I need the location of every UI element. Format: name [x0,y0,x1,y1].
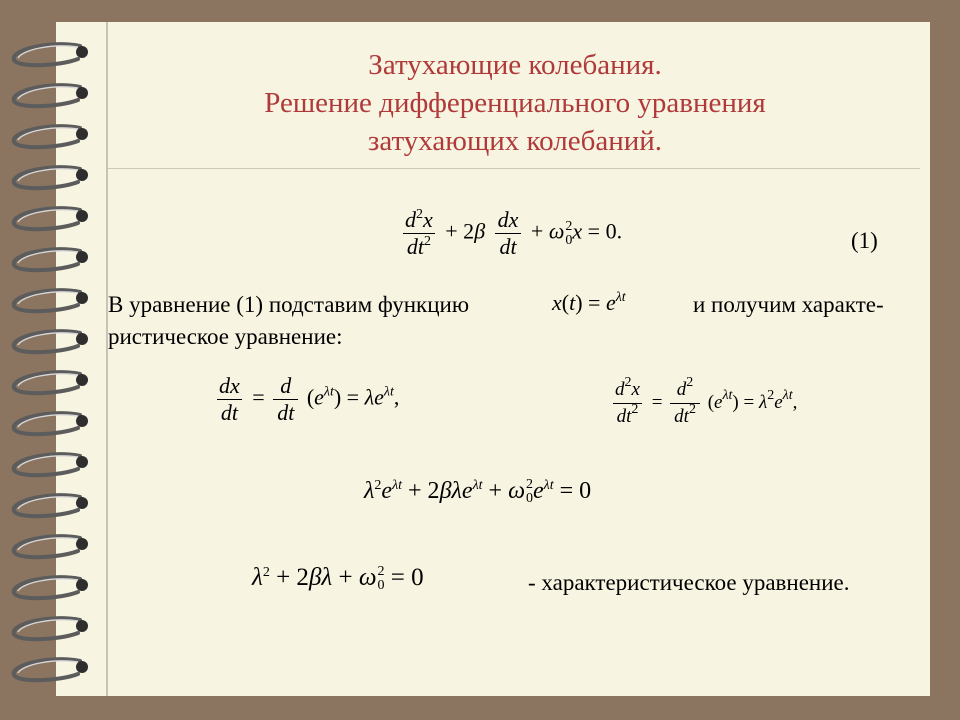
binding-hole [76,46,88,58]
characteristic-equation-caption: - характеристическое уравнение. [528,570,850,595]
title-divider [108,168,920,169]
binding-hole [76,538,88,550]
binding-hole [76,661,88,673]
binding-hole [76,251,88,263]
title-line-2: Решение дифференциального уравнения [264,87,766,119]
substitution-text-line2: ристическое уравнение: [108,324,343,349]
substitution-text-prefix: В уравнение (1) подставим функцию [108,292,470,317]
equation-1: $\frac{d^2x}{dt^2}$ + 2β $\frac{dx}{dt}$ + ω 2 0 x = 0. [398,208,622,259]
binding-hole [76,128,88,140]
binding-hole [76,456,88,468]
binding-hole [76,210,88,222]
characteristic-equation: $\lambda^2 + 2\beta\lambda + \omega$ 2 0 = 0 [252,564,424,594]
binding-hole [76,292,88,304]
binding-hole [76,497,88,509]
binding-hole [76,415,88,427]
substituted-equation: $\lambda^2e^{\lambda t} + 2\beta\lambda e^{\lambda t} + \omega$ 2 0 $e^{\lambda t} = 0$ [364,477,592,507]
title-line-1: Затухающие колебания. [368,49,662,81]
binding-hole [76,333,88,345]
binding-hole [76,579,88,591]
first-derivative-equation: $\frac{dx}{dt}$ = $\frac{d}{dt}$ $(e^{\lambda t}) = \lambda e^{\lambda t}$, [212,374,399,425]
equation-1-number: (1) [851,228,878,253]
binding-hole [76,87,88,99]
second-derivative-equation: $\frac{d^2x}{dt^2}$ = $\frac{d^2}{dt^2}$ $(e^{\lambda t}) = \lambda^2e^{\lambda t}$, [608,378,797,429]
binding-hole [76,620,88,632]
binding-hole [76,169,88,181]
trial-function: $x(t) = e^{\lambda t}$ [552,290,626,315]
slide-title [160,46,870,160]
substitution-text-suffix: и получим характе- [693,292,884,317]
spiral-binding-icon [0,22,100,696]
title-line-3: затухающих колебаний. [367,125,663,157]
binding-hole [76,374,88,386]
margin-line [106,22,108,696]
